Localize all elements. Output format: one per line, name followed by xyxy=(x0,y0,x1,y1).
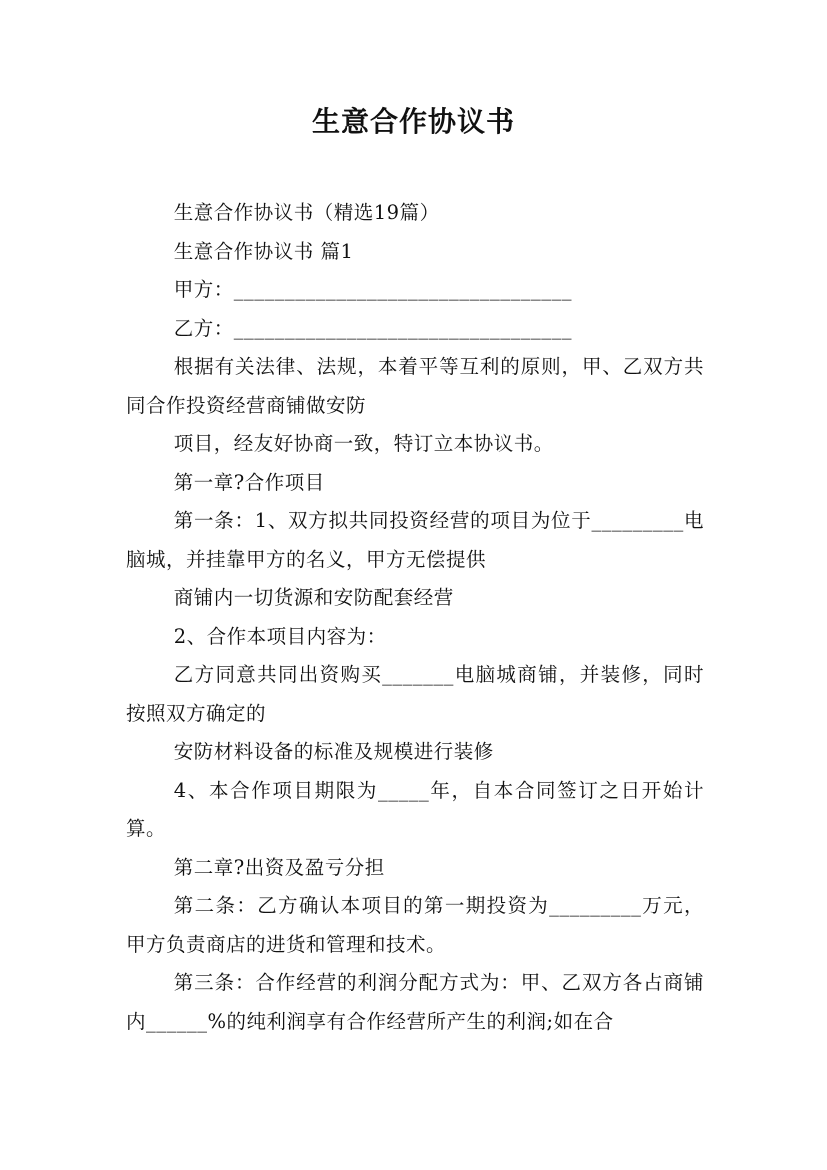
paragraph-preamble-cont: 项目，经友好协商一致，特订立本协议书。 xyxy=(173,432,554,455)
paragraph-article-3: 第三条：合作经营的利润分配方式为：甲、乙双方各占商铺内______%的纯利润享有合作经营所产生的利润;如在合 xyxy=(126,971,704,1033)
paragraph-item-2: 2、合作本项目内容为： xyxy=(173,624,387,648)
paragraph-party-a: 甲方：_________________________________ xyxy=(173,278,573,301)
paragraph-subtitle: 生意合作协议书（精选19篇） xyxy=(173,201,440,224)
paragraph-chapter-1: 第一章?合作项目 xyxy=(173,470,325,494)
paragraph-section-heading: 生意合作协议书 篇1 xyxy=(173,239,354,263)
paragraph-chapter-2: 第二章?出资及盈亏分担 xyxy=(173,855,385,879)
paragraph-article-2: 第二条：乙方确认本项目的第一期投资为_________万元，甲方负责商店的进货和管理和技术。 xyxy=(126,894,704,956)
paragraph-preamble: 根据有关法律、法规，本着平等互利的原则，甲、乙双方共同合作投资经营商铺做安防 xyxy=(126,355,704,417)
paragraph-party-b: 乙方：_________________________________ xyxy=(173,316,573,340)
paragraph-item-4: 4、本合作项目期限为_____年，自本合同签订之日开始计算。 xyxy=(126,778,704,840)
document-title: 生意合作协议书 xyxy=(311,105,515,138)
document-body xyxy=(126,194,704,1041)
paragraph-article-1: 第一条：1、双方拟共同投资经营的项目为位于_________电脑城，并挂靠甲方的名义，甲方无偿提供 xyxy=(126,509,704,571)
paragraph-item-2-cont: 安防材料设备的标准及规模进行装修 xyxy=(173,740,494,763)
paragraph-item-2-detail: 乙方同意共同出资购买_______电脑城商铺，并装修，同时按照双方确定的 xyxy=(126,663,704,725)
paragraph-article-1-cont: 商铺内一切货源和安防配套经营 xyxy=(173,586,454,609)
